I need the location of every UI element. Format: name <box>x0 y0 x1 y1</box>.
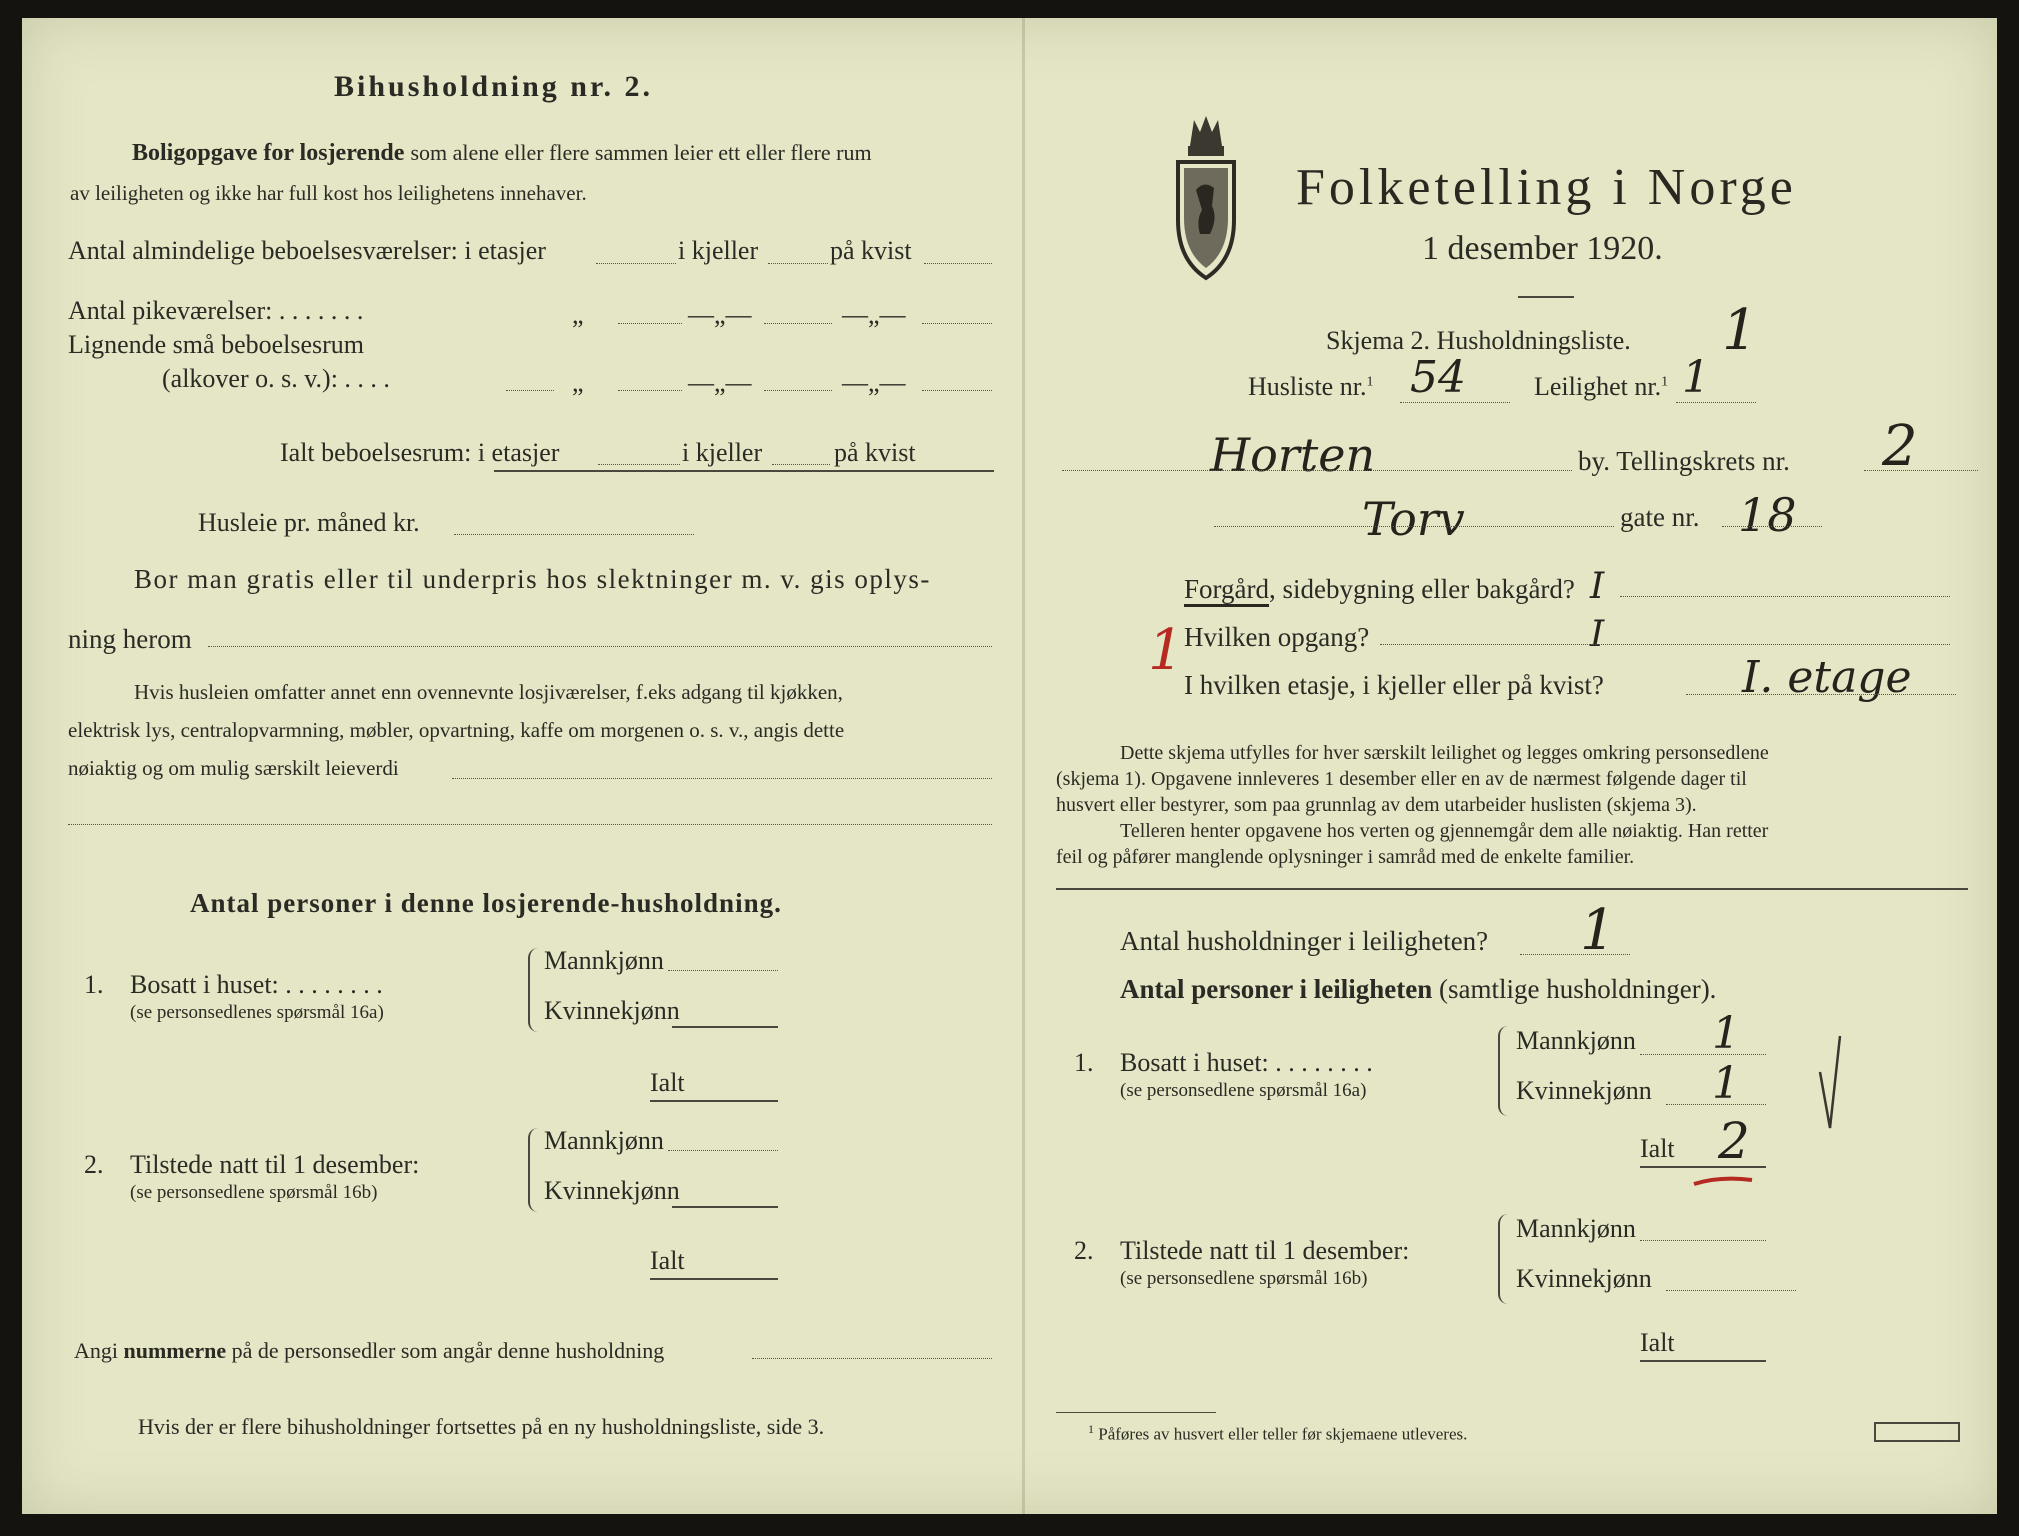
red-underline-icon <box>1690 1172 1756 1190</box>
rq1-female-handwritten: 1 <box>1712 1058 1740 1109</box>
free-text-line-2: ning herom <box>68 624 192 654</box>
street-number-line <box>1722 526 1822 527</box>
q1-number: 1. <box>84 970 104 999</box>
inclusions-line-1: Hvis husleien omfatter annet enn ovennevnte losjiværelser, f.eks adgang til kjøkken, <box>134 680 843 704</box>
q1-total-line <box>650 1100 778 1102</box>
small-line-2 <box>764 390 832 391</box>
households-handwritten: 1 <box>1580 898 1616 963</box>
free-text-line <box>208 646 992 647</box>
instructions-line-4: Telleren henter opgavene hos verten og gjennemgår dem alle nøiaktig. Han retter <box>1120 820 1769 842</box>
q2-female-line <box>672 1206 778 1208</box>
maid-line-2 <box>764 323 832 324</box>
q2-male-line <box>668 1150 778 1151</box>
city-handwritten: Horten <box>1210 428 1376 482</box>
small-ditto-2: —„— <box>688 368 752 397</box>
rq2-sub: (se personsedlene spørsmål 16b) <box>1120 1268 1368 1289</box>
schema-handwritten: 1 <box>1722 298 1758 363</box>
margin-handwritten: 1 <box>1148 618 1184 683</box>
rq1-brace <box>1498 1026 1514 1116</box>
district-line <box>1864 470 1978 471</box>
building-row <box>1184 574 1575 605</box>
q2-total-line <box>650 1278 778 1280</box>
rooms-attic-label: på kvist <box>830 236 912 265</box>
district-handwritten: 2 <box>1882 414 1918 479</box>
rq2-male-line <box>1640 1240 1766 1241</box>
maid-ditto-2: —„— <box>688 300 752 329</box>
rooms-attic-line <box>924 263 992 264</box>
rq2-male-label: Mannkjønn <box>1516 1214 1636 1243</box>
numbers-rest: på de personsedler som angår denne husholdning <box>231 1338 665 1363</box>
rq1-male-line <box>1640 1054 1766 1055</box>
intro-line-1 <box>132 140 872 167</box>
check-mark-icon <box>1816 1032 1844 1132</box>
house-list-label: Husliste nr. <box>1248 372 1367 401</box>
footnote-row <box>1088 1422 1467 1445</box>
q2-brace <box>528 1128 544 1212</box>
footnote-rule <box>1056 1412 1216 1413</box>
q2-label: Tilstede natt til 1 desember: <box>130 1150 420 1179</box>
apartment-label: Leilighet nr. <box>1534 372 1662 401</box>
street-handwritten: Torv <box>1362 492 1465 546</box>
persons-bold: Antal personer i leiligheten <box>1120 974 1433 1004</box>
q2-number: 2. <box>84 1150 104 1179</box>
total-attic-label: på kvist <box>834 438 916 467</box>
rq1-total-label: Ialt <box>1640 1134 1675 1163</box>
rq2-total-label: Ialt <box>1640 1328 1675 1357</box>
rq1-number: 1. <box>1074 1048 1094 1077</box>
house-list-footnote: 1 <box>1366 374 1374 390</box>
small-ditto-1: „ <box>572 368 584 397</box>
rq1-female-label: Kvinnekjønn <box>1516 1076 1652 1105</box>
rq2-total-line <box>1640 1360 1766 1362</box>
entrance-label: Hvilken opgang? <box>1184 622 1370 652</box>
rooms-label: Antal almindelige beboelsesværelser: i etasjer <box>68 236 546 265</box>
q1-total-label: Ialt <box>650 1068 685 1097</box>
q2-female-label: Kvinnekjønn <box>544 1176 680 1205</box>
apartment-line <box>1676 402 1756 403</box>
left-title: Bihusholdning nr. 2. <box>334 70 654 103</box>
q1-male-line <box>668 970 778 971</box>
numbers-line <box>74 1338 664 1364</box>
rq2-label: Tilstede natt til 1 desember: <box>1120 1236 1410 1265</box>
rq1-male-label: Mannkjønn <box>1516 1026 1636 1055</box>
inclusions-line-b <box>68 824 992 825</box>
intro-line-2: av leiligheten og ikke har full kost hos leilighetens innehaver. <box>70 181 587 205</box>
building-rest-label: , sidebygning eller bakgård? <box>1269 574 1575 604</box>
street-line <box>1214 526 1614 527</box>
rooms-etasjer-line <box>596 263 676 264</box>
rq1-total-handwritten: 2 <box>1718 1112 1750 1170</box>
small-ditto-3: —„— <box>842 368 906 397</box>
building-handwritten: I <box>1590 566 1605 607</box>
rooms-cellar-label: i kjeller <box>678 236 759 265</box>
total-cellar-line <box>772 464 830 465</box>
maid-line-1 <box>618 323 682 324</box>
city-label: by. Tellingskrets nr. <box>1578 446 1790 476</box>
rq1-total-line <box>1640 1166 1766 1168</box>
census-form-sheet <box>22 18 1997 1514</box>
coat-of-arms-icon <box>1170 110 1242 282</box>
numbers-bold: nummerne <box>123 1338 227 1363</box>
persons-heading: Antal personer i denne losjerende-husholdning. <box>190 888 782 918</box>
q1-female-line <box>672 1026 778 1028</box>
left-footer: Hvis der er flere bihusholdninger fortsettes på en ny husholdningsliste, side 3. <box>138 1414 825 1439</box>
maid-ditto-3: —„— <box>842 300 906 329</box>
entrance-line <box>1380 644 1950 645</box>
rooms-cellar-line <box>768 263 828 264</box>
rq2-number: 2. <box>1074 1236 1094 1265</box>
total-etasjer-line <box>598 464 680 465</box>
intro-bold: Boligopgave for losjerende <box>132 140 405 166</box>
intro-rest: som alene eller flere sammen leier ett eller flere rum <box>410 140 872 165</box>
page-fold <box>1022 18 1025 1514</box>
house-list-row <box>1248 372 1373 402</box>
numbers-pre: Angi <box>74 1338 118 1363</box>
footnote-text: Påføres av husvert eller teller før skjemaene utleveres. <box>1098 1424 1468 1444</box>
total-rooms-label: Ialt beboelsesrum: i etasjer <box>280 438 560 467</box>
rq2-female-line <box>1666 1290 1796 1291</box>
floor-label: I hvilken etasje, i kjeller eller på kvist? <box>1184 670 1604 700</box>
rq1-female-line <box>1666 1104 1766 1105</box>
city-line <box>1062 470 1572 471</box>
households-label: Antal husholdninger i leiligheten? <box>1120 926 1489 956</box>
entrance-handwritten: I <box>1590 614 1605 655</box>
q1-label: Bosatt i huset: . . . . . . . . <box>130 970 383 999</box>
street-label: gate nr. <box>1620 502 1700 532</box>
street-number-handwritten: 18 <box>1738 488 1797 542</box>
small-line-3 <box>922 390 992 391</box>
instructions-line-5: feil og påfører manglende oplysninger i samråd med de enkelte familier. <box>1056 846 1635 868</box>
census-date: 1 desember 1920. <box>1422 230 1663 267</box>
right-title: Folketelling i Norge <box>1296 159 1797 216</box>
persons-rest: (samtlige husholdninger). <box>1438 974 1717 1004</box>
title-rule <box>1518 296 1574 298</box>
floor-line <box>1686 694 1956 695</box>
rent-label: Husleie pr. måned kr. <box>198 508 420 537</box>
instructions-rule <box>1056 888 1968 890</box>
free-text-line-1: Bor man gratis eller til underpris hos slektninger m. v. gis oplys- <box>134 564 931 594</box>
rq1-sub: (se personsedlene spørsmål 16a) <box>1120 1080 1367 1101</box>
households-line <box>1520 954 1630 955</box>
inclusions-line-2: elektrisk lys, centralopvarmning, møbler, opvartning, kaffe om morgenen o. s. v., angis dette <box>68 718 845 742</box>
instructions-line-2: (skjema 1). Opgavene innleveres 1 desember eller en av de nærmest følgende dager til <box>1056 768 1747 790</box>
small-rooms-label-2: (alkover o. s. v.): . . . . <box>162 364 390 393</box>
instructions-line-3: husvert eller bestyrer, som paa grunnlag av dem utarbeider huslisten (skjema 3). <box>1056 794 1697 816</box>
small-rooms-label-1: Lignende små beboelsesrum <box>68 330 365 359</box>
rq2-female-label: Kvinnekjønn <box>1516 1264 1652 1293</box>
instructions-line-1: Dette skjema utfylles for hver særskilt leilighet og legges omkring personsedlene <box>1120 742 1769 764</box>
rq2-brace <box>1498 1214 1514 1304</box>
total-cellar-label: i kjeller <box>682 438 763 467</box>
small-line-0 <box>506 390 554 391</box>
maid-rooms-label: Antal pikeværelser: . . . . . . . <box>68 296 364 325</box>
inclusions-line-3: nøiaktig og om mulig særskilt leieverdi <box>68 756 399 780</box>
rq1-label: Bosatt i huset: . . . . . . . . <box>1120 1048 1373 1077</box>
numbers-line-fill <box>752 1358 992 1359</box>
q1-female-label: Kvinnekjønn <box>544 996 680 1025</box>
rq1-male-handwritten: 1 <box>1712 1008 1740 1059</box>
q2-male-label: Mannkjønn <box>544 1126 664 1155</box>
q2-sub: (se personsedlene spørsmål 16b) <box>130 1182 378 1203</box>
apartment-handwritten: 1 <box>1682 352 1710 403</box>
apartment-row <box>1534 372 1668 402</box>
persons-row <box>1120 974 1716 1005</box>
q1-brace <box>528 948 544 1032</box>
house-list-line <box>1400 402 1510 403</box>
printer-stamp <box>1874 1422 1960 1442</box>
q1-sub: (se personsedlenes spørsmål 16a) <box>130 1002 384 1023</box>
maid-line-3 <box>922 323 992 324</box>
total-rooms-underline <box>494 470 994 472</box>
forgard-label: Forgård <box>1184 574 1269 607</box>
house-list-handwritten: 54 <box>1410 352 1466 403</box>
floor-handwritten: I. etage <box>1742 652 1912 703</box>
apartment-footnote: 1 <box>1661 374 1669 390</box>
q1-male-label: Mannkjønn <box>544 946 664 975</box>
small-line-1 <box>618 390 682 391</box>
schema-label: Skjema 2. Husholdningsliste. <box>1326 326 1631 355</box>
rent-line <box>454 534 694 535</box>
building-line <box>1620 596 1950 597</box>
inclusions-line-a <box>452 778 992 779</box>
q2-total-label: Ialt <box>650 1246 685 1275</box>
footnote-number: 1 <box>1088 1422 1094 1436</box>
maid-ditto-1: „ <box>572 300 584 329</box>
